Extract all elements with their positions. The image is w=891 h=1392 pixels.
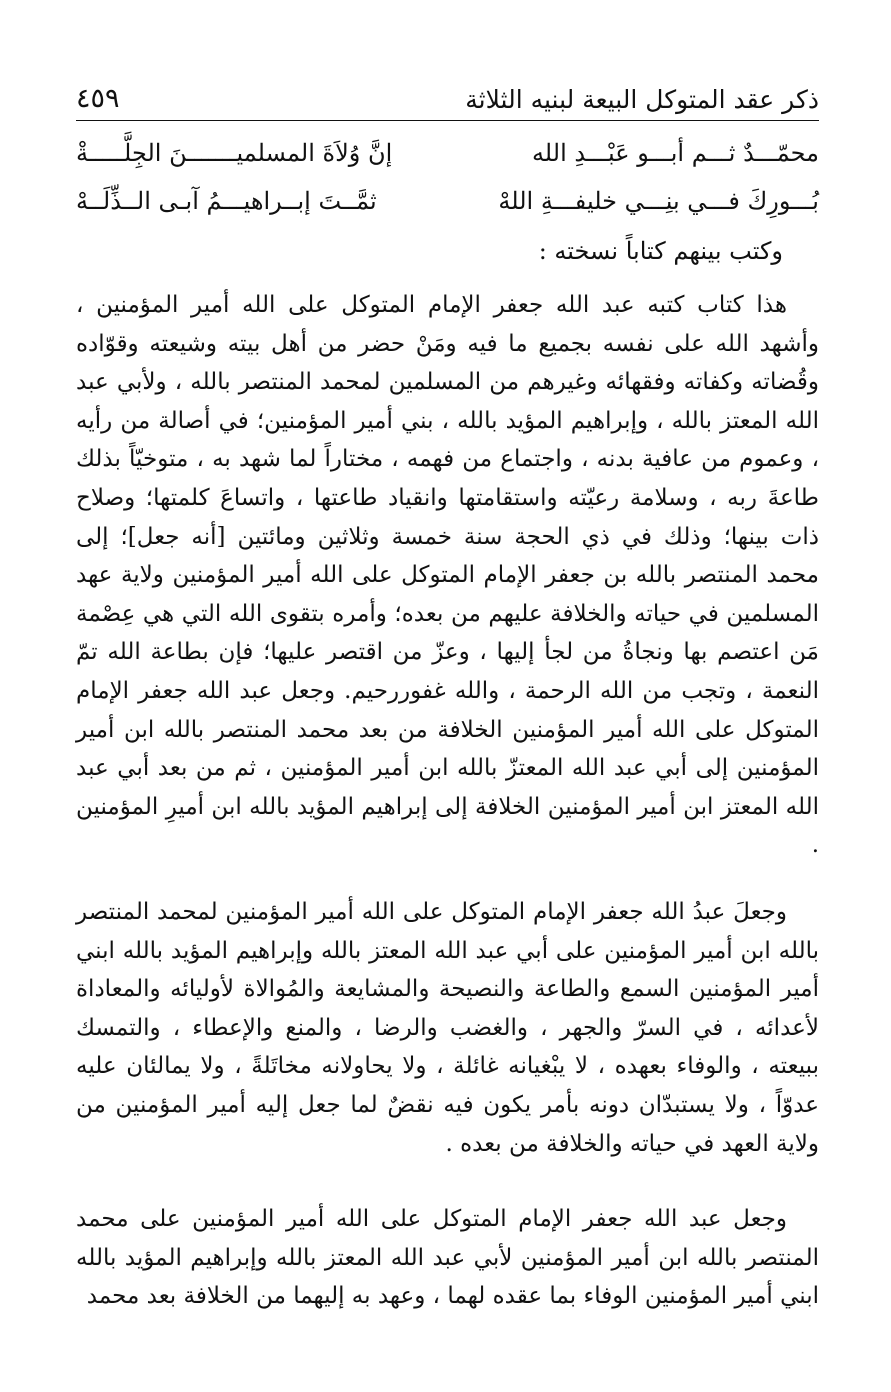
poem-verse: [76, 181, 819, 221]
poem-verse: [76, 133, 819, 173]
verse-first-hemistich: ثمَّــتَ إبــراهيـــمُ آبـى الــذِّلَــهْ: [76, 187, 377, 215]
body-paragraph: وجعل عبد الله جعفر الإمام المتوكل على الله أمير المؤمنين على محمد المنتصر بالله ابن أمير المؤمنين لأبي عبد الله المعتز بالله وإبراهيم المؤيد بالله ابني أمير المؤمنين الوفاء بما عقده لهما ، وعهد به إليهما من الخلافة بعد محمد: [76, 1206, 819, 1310]
verse-second-hemistich: محمّـــدٌ ثـــم أبـــو عَبْـــدِ الله: [531, 139, 819, 167]
intro-line: وكتب بينهم كتاباً نسخته :: [538, 237, 783, 265]
running-title: ذكر عقد المتوكل البيعة لبنيه الثلاثة: [465, 85, 819, 114]
page-number: ٤٥٩: [76, 83, 120, 114]
body-paragraph: هذا كتاب كتبه عبد الله جعفر الإمام المتوكل على الله أمير المؤمنين ، وأشهد الله على نفسه بجميع ما فيه ومَنْ حضر من أهل بيته وشيعته وقوّاده وقُضاته وكفاته وفقهائه وغيرهم من المسلمين لمحمد المنتصر بالله ، ولأبي عبد الله المعتز بالله ، وإبراهيم المؤيد بالله ، بني أمير المؤمنين؛ في أصالة من رأيه ، وعموم من عافية بدنه ، واجتماع من فهمه ، مختاراً لما شهد به ، متوخيّاً بذلك طاعةَ ربه ، وسلامة رعيّته واستقامتها وانقياد طاعتها ، واتساعَ كلمتها؛ وصلاح ذات بينها؛ وذلك في ذي الحجة سنة خمسة وثلاثين ومائتين [أنه جعل]؛ إلى محمد المنتصر بالله بن جعفر الإمام المتوكل على الله أمير المؤمنين ولاية عهد المسلمين في حياته والخلافة عليهم من بعده؛ وأمره بتقوى الله التي هي عِصْمة مَن اعتصم بها ونجاةُ من لجأ إليها ، وعزّ من اقتصر عليها؛ فإن بطاعة الله تمّ النعمة ، وتجب من الله الرحمة ، والله غفوررحيم. وجعل عبد الله جعفر الإمام المتوكل على الله أمير المؤمنين الخلافة من بعد محمد المنتصر بالله ابن أمير المؤمنين إلى أبي عبد الله المعتزّ بالله ابن أمير المؤمنين ، ثم من بعد أبي عبد الله المعتز ابن أمير المؤمنين الخلافة إلى إبراهيم المؤيد بالله ابن أميرِ المؤمنين .: [76, 292, 820, 859]
page-header: [76, 70, 819, 121]
body-paragraph: وجعلَ عبدُ الله جعفر الإمام المتوكل على الله أمير المؤمنين لمحمد المنتصر بالله ابن أمير المؤمنين على أبي عبد الله المعتز بالله وإبراهيم المؤيد بالله ابني أمير المؤمنين السمع والطاعة والنصيحة والمشايعة والمُوالاة لأوليائه والمعاداة لأعدائه ، في السرّ والجهر ، والغضب والرضا ، والمنع والإعطاء ، والتمسك ببيعته ، والوفاء بعهده ، لا يبْغيانه غائلة ، ولا يحاولانه مخاتَلةً ، ولا يمالئان عليه عدوّاً ، ولا يستبدّان دونه بأمر يكون فيه نقضٌ لما جعل إليه أمير المؤمنين من ولاية العهد في حياته والخلافة من بعده .: [76, 899, 819, 1157]
verse-first-hemistich: إنَّ وُلاَةَ المسلميـــــــنَ الجِلَّـــــةْ: [76, 139, 393, 167]
verse-second-hemistich: بُـــورِكَ فـــي بنِـــي خليفـــةِ اللهْ: [498, 187, 819, 215]
